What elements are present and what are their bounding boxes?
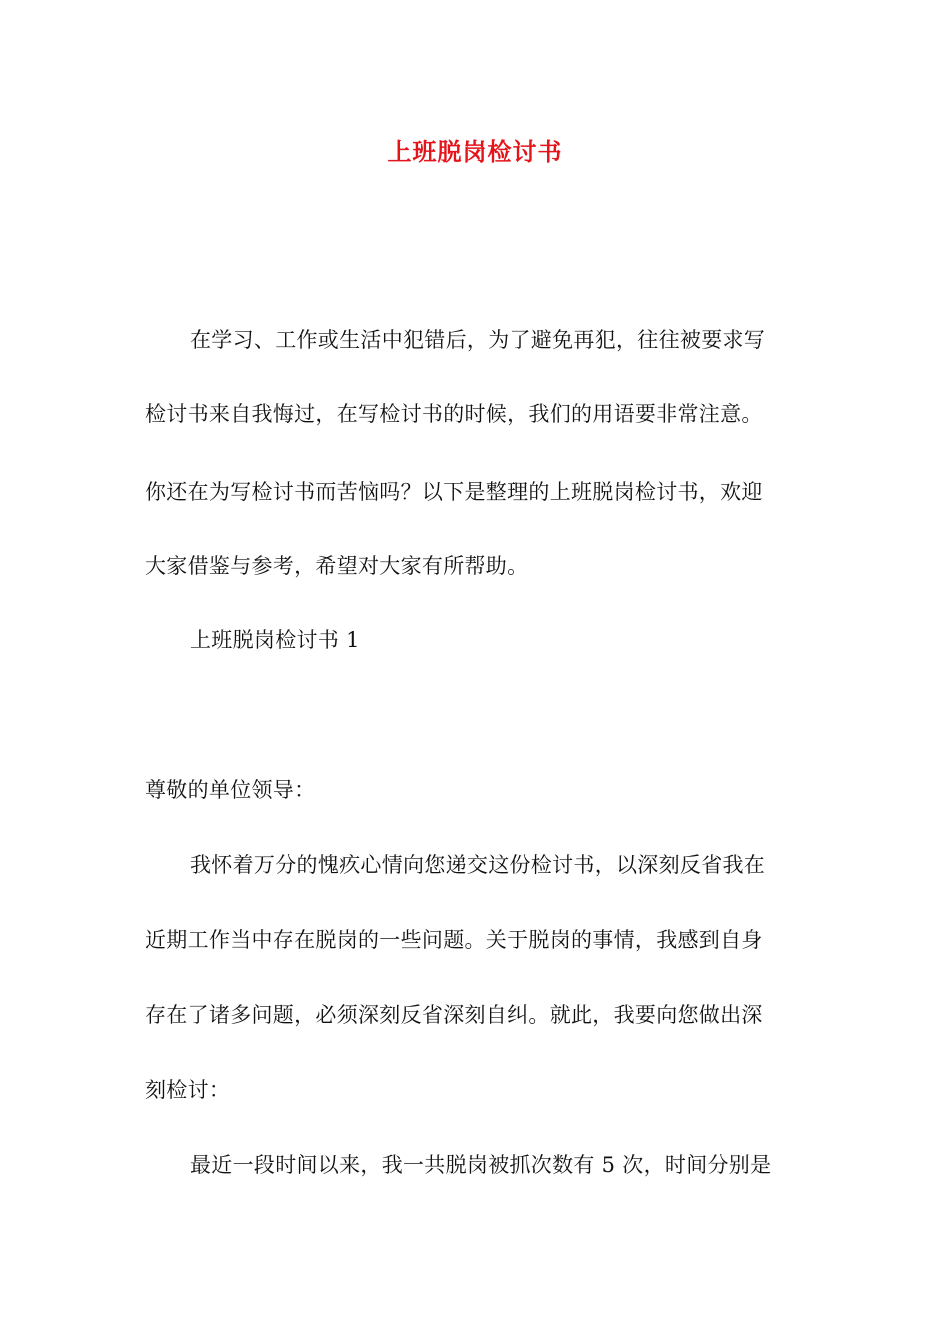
intro-line-1: 在学习、工作或生活中犯错后，为了避免再犯，往往被要求写 bbox=[190, 328, 766, 352]
intro-line-2: 检讨书来自我悔过，在写检讨书的时候，我们的用语要非常注意。 bbox=[145, 402, 763, 426]
paragraph1-line-1: 我怀着万分的愧疚心情向您递交这份检讨书，以深刻反省我在 bbox=[190, 853, 766, 877]
paragraph2-line-1: 最近一段时间以来，我一共脱岗被抓次数有 5 次，时间分别是 bbox=[190, 1153, 772, 1177]
section-heading: 上班脱岗检讨书 1 bbox=[190, 628, 360, 652]
paragraph1-line-3: 存在了诸多问题，必须深刻反省深刻自纠。就此，我要向您做出深 bbox=[145, 1003, 763, 1027]
intro-line-4: 大家借鉴与参考，希望对大家有所帮助。 bbox=[145, 554, 529, 578]
salutation: 尊敬的单位领导： bbox=[145, 778, 316, 802]
paragraph1-line-4: 刻检讨： bbox=[145, 1078, 231, 1102]
paragraph1-line-2: 近期工作当中存在脱岗的一些问题。关于脱岗的事情，我感到自身 bbox=[145, 928, 763, 952]
intro-line-3: 你还在为写检讨书而苦恼吗？以下是整理的上班脱岗检讨书，欢迎 bbox=[145, 480, 763, 504]
document-title: 上班脱岗检讨书 bbox=[387, 137, 563, 166]
